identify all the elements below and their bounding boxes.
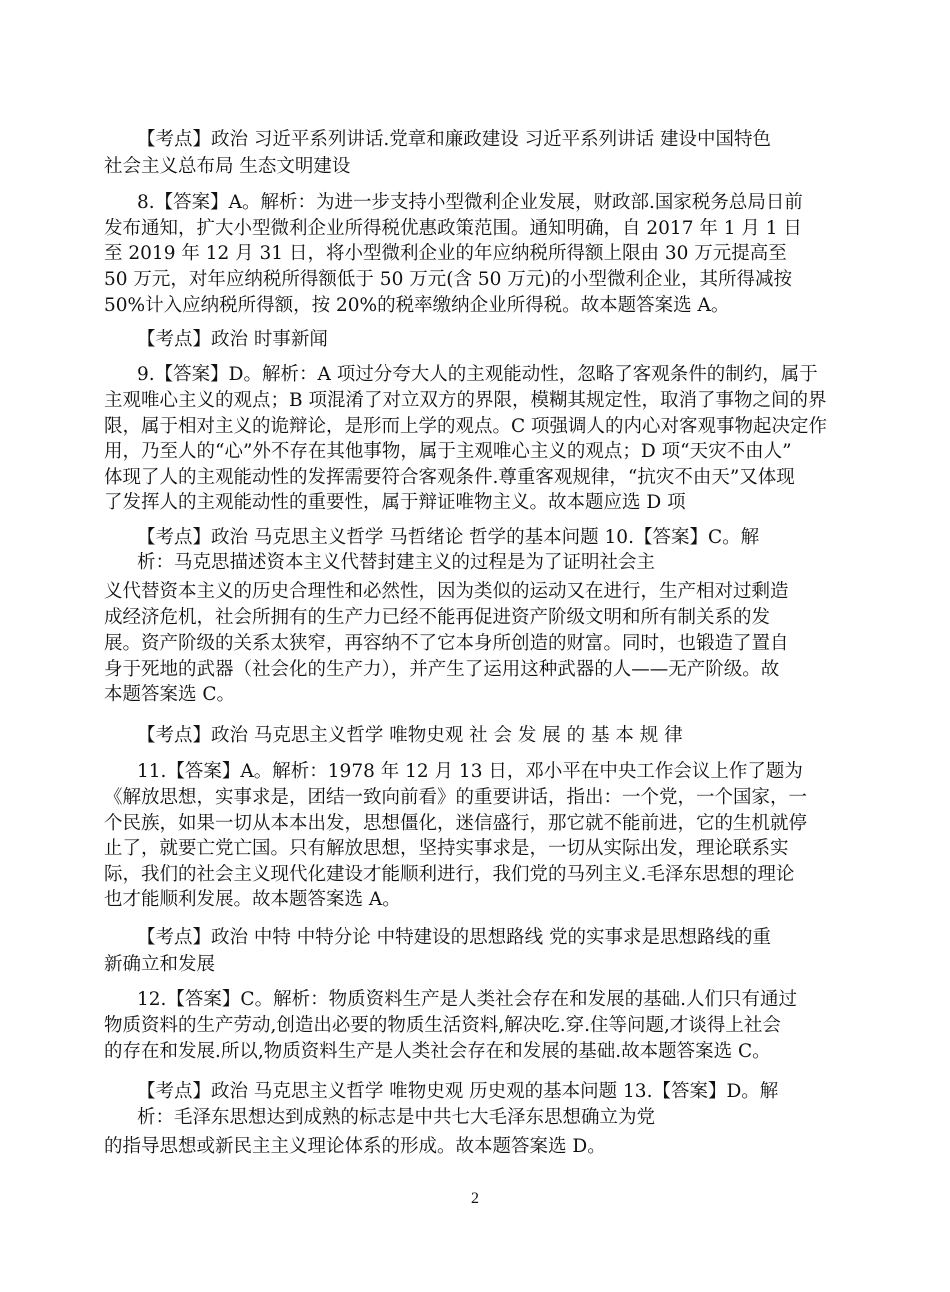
answer-11-line-4: 止了，就要亡党亡国。只有解放思想，坚持实事求是，一切从实际出发，理论联系实 <box>104 838 789 859</box>
answer-10-line-4: 展。资产阶级的关系太狭窄，再容纳不了它本身所创造的财富。同时，也锻造了置自 <box>104 633 789 654</box>
answer-9-line-3: 限，属于相对主义的诡辩论，是形而上学的观点。C 项强调人的内心对客观事物起决定作 <box>104 416 828 437</box>
answer-8-line-1: 8.【答案】A。解析：为进一步支持小型微利企业发展，财政部.国家税务总局日前 <box>137 192 803 213</box>
page-number: 2 <box>471 1190 479 1207</box>
answer-8-line-5: 50%计入应纳税所得额，按 20%的税率缴纳企业所得税。故本题答案选 A。 <box>104 295 730 316</box>
kaodian-12-line-1: 【考点】政治 马克思主义哲学 唯物史观 历史观的基本问题 13.【答案】D。解 <box>137 1081 779 1102</box>
answer-9-line-1: 9.【答案】D。解析：A 项过分夸大人的主观能动性，忽略了客观条件的制约，属于 <box>137 364 818 385</box>
answer-10-line-6: 本题答案选 C。 <box>104 684 236 705</box>
answer-11-line-2: 《解放思想，实事求是，团结一致向前看》的重要讲话，指出：一个党，一个国家，一 <box>104 787 808 808</box>
kaodian-7-line-2: 社会主义总布局 生态文明建设 <box>104 156 351 177</box>
kaodian-7-line-1: 【考点】政治 习近平系列讲话.党章和廉政建设 习近平系列讲话 建设中国特色 <box>137 129 772 150</box>
answer-12-line-1: 12.【答案】C。解析：物质资料生产是人类社会存在和发展的基础.人们只有通过 <box>137 989 797 1010</box>
kaodian-10-line-1: 【考点】政治 马克思主义哲学 唯物史观 社 会 发 展 的 基 本 规 律 <box>137 725 683 746</box>
kaodian-11-line-1: 【考点】政治 中特 中特分论 中特建设的思想路线 党的实事求是思想路线的重 <box>137 927 772 948</box>
answer-9-line-4: 用，乃至人的“心”外不存在其他事物，属于主观唯心主义的观点；D 项“天灾不由人” <box>104 441 792 462</box>
answer-12-line-2: 物质资料的生产劳动,创造出必要的物质生活资料,解决吃.穿.住等问题,才谈得上社会 <box>104 1015 781 1036</box>
answer-8-line-2: 发布通知，扩大小型微利企业所得税优惠政策范围。通知明确，自 2017 年 1 月 1 日 <box>104 218 802 239</box>
answer-11-line-3: 个民族，如果一切从本本出发，思想僵化，迷信盛行，那它就不能前进，它的生机就停 <box>104 813 808 834</box>
kaodian-11-line-2: 新确立和发展 <box>104 954 216 975</box>
answer-8-line-3: 至 2019 年 12 月 31 日，将小型微利企业的年应纳税所得额上限由 30 万元提高至 <box>104 243 787 264</box>
kaodian-8-line-1: 【考点】政治 时事新闻 <box>137 329 328 350</box>
kaodian-9-line-1: 【考点】政治 马克思主义哲学 马哲绪论 哲学的基本问题 10.【答案】C。解 <box>137 527 760 548</box>
answer-9-line-6: 了发挥人的主观能动性的重要性，属于辩证唯物主义。故本题应选 D 项 <box>104 492 686 513</box>
answer-13-line-1: 析：毛泽东思想达到成熟的标志是中共七大毛泽东思想确立为党 <box>137 1107 656 1128</box>
answer-9-line-2: 主观唯心主义的观点；B 项混淆了对立双方的界限，模糊其规定性，取消了事物之间的界 <box>104 390 827 411</box>
answer-13-line-2: 的指导思想或新民主主义理论体系的形成。故本题答案选 D。 <box>104 1136 606 1157</box>
answer-12-line-3: 的存在和发展.所以,物质资料生产是人类社会存在和发展的基础.故本题答案选 C。 <box>104 1041 771 1062</box>
answer-10-line-2: 义代替资本主义的历史合理性和必然性，因为类似的运动又在进行，生产相对过剩造 <box>104 581 789 602</box>
answer-9-line-5: 体现了人的主观能动性的发挥需要符合客观条件.尊重客观规律，“抗灾不由天”又体现 <box>104 467 795 488</box>
answer-10-line-3: 成经济危机，社会所拥有的生产力已经不能再促进资产阶级文明和所有制关系的发 <box>104 607 771 628</box>
answer-11-line-6: 也才能顺利发展。故本题答案选 A。 <box>104 889 401 910</box>
answer-10-line-1: 析：马克思描述资本主义代替封建主义的过程是为了证明社会主 <box>137 552 656 573</box>
answer-11-line-5: 际，我们的社会主义现代化建设才能顺利进行，我们党的马列主义.毛泽东思想的理论 <box>104 864 795 885</box>
answer-10-line-5: 身于死地的武器（社会化的生产力），并产生了运用这种武器的人——无产阶级。故 <box>104 659 780 680</box>
answer-11-line-1: 11.【答案】A。解析：1978 年 12 月 13 日，邓小平在中央工作会议上作了题为 <box>137 761 803 782</box>
answer-8-line-4: 50 万元，对年应纳税所得额低于 50 万元(含 50 万元)的小型微利企业，其所得减按 <box>104 269 792 290</box>
